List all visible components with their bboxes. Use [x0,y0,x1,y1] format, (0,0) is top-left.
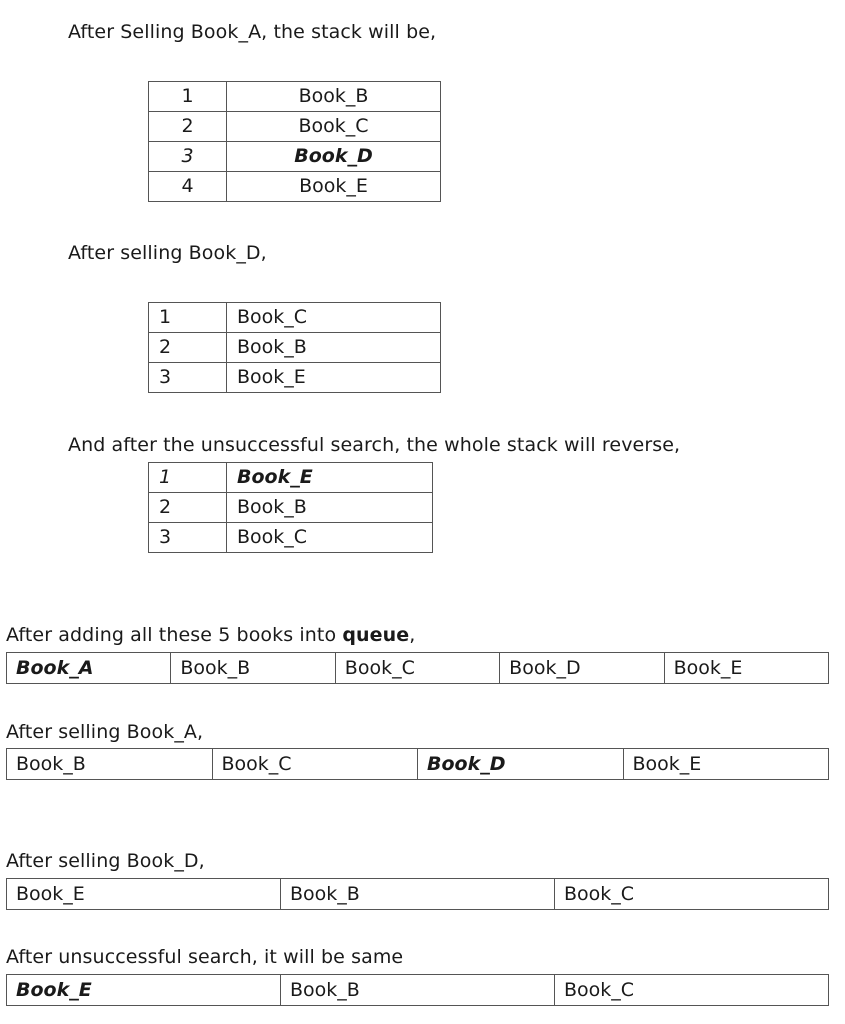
table-row [149,82,441,112]
queue-heading-after-adding [6,623,415,647]
stack-book-cell: Book_E [227,172,441,202]
stack-heading-after-selling-d: After selling Book_D, [68,242,267,264]
queue-keyword: queue [342,624,410,646]
table-row [149,333,441,363]
queue-cell-highlighted: Book_E [7,975,281,1006]
stack-table-3 [148,462,433,553]
queue-cell: Book_D [500,653,664,684]
queue-table-3 [6,878,829,910]
stack-book-cell-highlighted: Book_E [227,463,433,493]
stack-index-cell: 3 [149,363,227,393]
table-row [149,303,441,333]
queue-cell: Book_E [623,749,829,780]
stack-book-cell-highlighted: Book_D [227,142,441,172]
queue-heading-suffix: , [409,624,416,646]
stack-book-cell: Book_B [227,493,433,523]
stack-index-cell: 1 [149,82,227,112]
table-row [149,142,441,172]
queue-cell: Book_E [664,653,828,684]
stack-heading-after-selling-a: After Selling Book_A, the stack will be, [68,21,437,43]
queue-cell: Book_B [281,975,555,1006]
queue-cell: Book_C [212,749,418,780]
table-row [149,172,441,202]
table-row [149,523,433,553]
table-row [7,749,829,780]
queue-cell: Book_C [335,653,499,684]
queue-heading-after-selling-d: After selling Book_D, [6,850,205,872]
table-row [7,975,829,1006]
stack-index-cell: 3 [149,523,227,553]
stack-book-cell: Book_C [227,523,433,553]
stack-index-cell: 2 [149,333,227,363]
table-row [149,112,441,142]
table-row [7,653,829,684]
stack-table-1 [148,81,441,202]
table-row [149,463,433,493]
table-row [7,879,829,910]
stack-book-cell: Book_E [227,363,441,393]
queue-table-1 [6,652,829,684]
queue-cell: Book_E [7,879,281,910]
stack-index-cell: 4 [149,172,227,202]
queue-cell-highlighted: Book_D [418,749,624,780]
queue-heading-after-search: After unsuccessful search, it will be same [6,946,404,968]
stack-index-cell: 1 [149,303,227,333]
stack-book-cell: Book_C [227,112,441,142]
queue-cell: Book_B [281,879,555,910]
queue-cell: Book_C [555,879,829,910]
stack-book-cell: Book_B [227,82,441,112]
stack-book-cell: Book_C [227,303,441,333]
stack-index-cell: 2 [149,112,227,142]
queue-heading-after-selling-a: After selling Book_A, [6,721,204,743]
stack-table-2 [148,302,441,393]
stack-book-cell: Book_B [227,333,441,363]
queue-cell-highlighted: Book_A [7,653,171,684]
queue-table-4 [6,974,829,1006]
stack-index-cell: 1 [149,463,227,493]
queue-table-2 [6,748,829,780]
queue-cell: Book_C [555,975,829,1006]
table-row [149,493,433,523]
stack-index-cell: 3 [149,142,227,172]
stack-index-cell: 2 [149,493,227,523]
queue-heading-prefix: After adding all these 5 books into [6,624,343,646]
stack-heading-after-search: And after the unsuccessful search, the whole stack will reverse, [68,434,681,456]
queue-cell: Book_B [171,653,335,684]
table-row [149,363,441,393]
queue-cell: Book_B [7,749,213,780]
